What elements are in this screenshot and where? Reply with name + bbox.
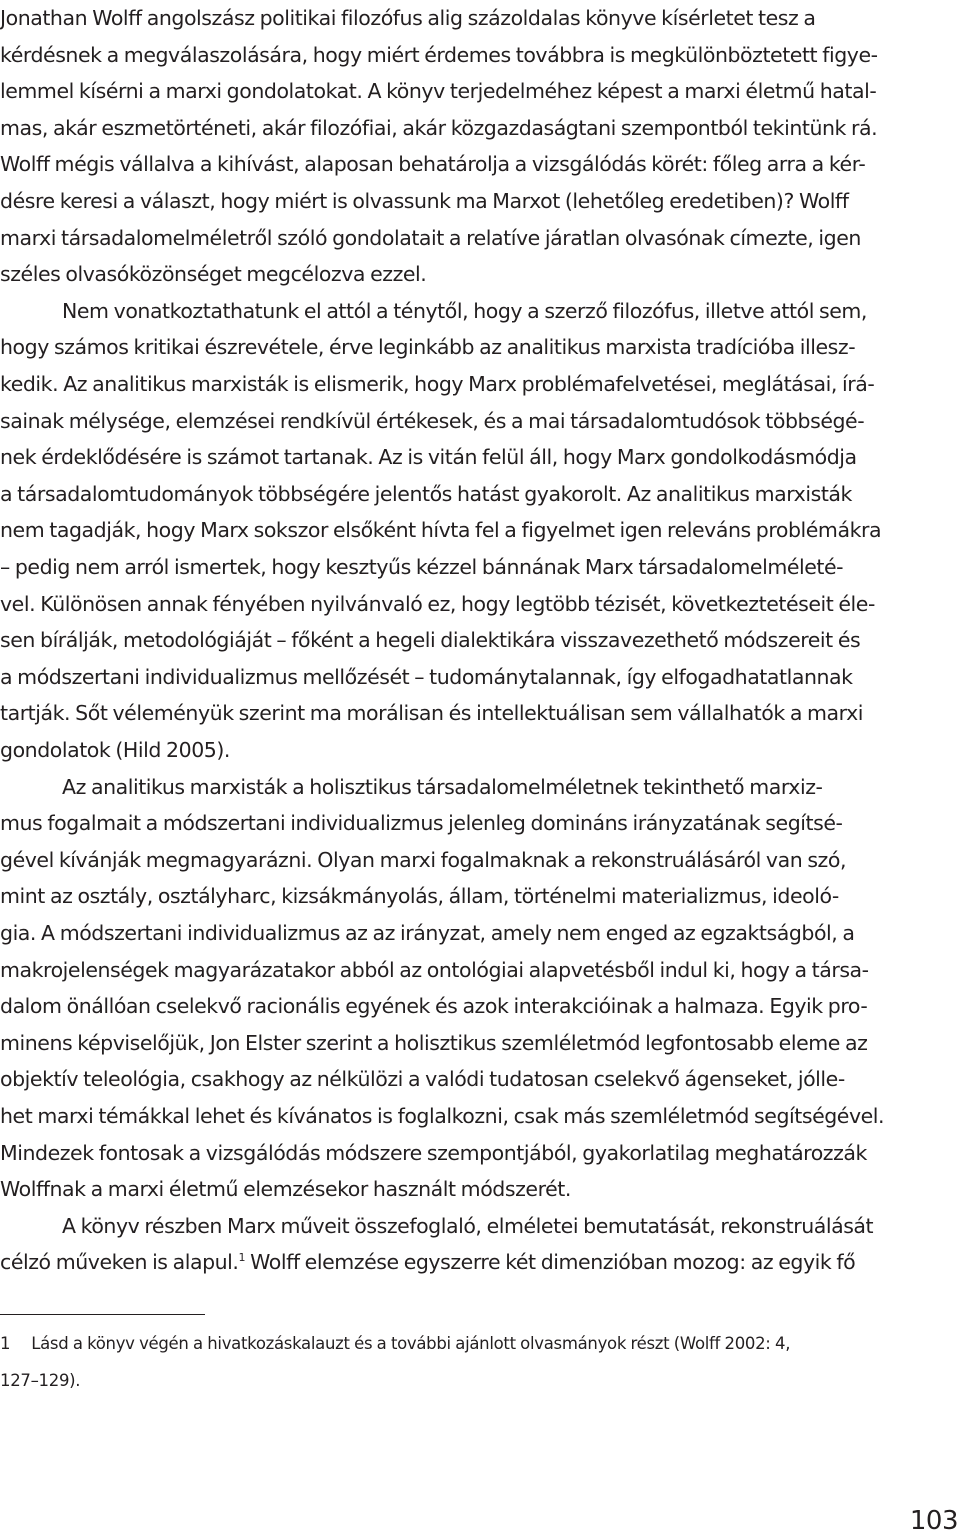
text-line-content: mas, akár eszmetörténeti, akár filozófiai, akár közgazdaságtani szempontból tekintünk rá. <box>0 115 878 140</box>
footnote-text-continued: 127–129). <box>0 1371 81 1390</box>
text-line <box>0 329 960 365</box>
text-line-content: lemmel kísérni a marxi gondolatokat. A könyv terjedelméhez képest a marxi életmű hatal- <box>0 79 877 104</box>
text-line-content: széles olvasóközönséget megcélozva ezzel. <box>0 262 427 287</box>
footnote-line-2 <box>0 1367 960 1395</box>
footnote-line-1 <box>0 1330 960 1358</box>
text-line <box>0 769 960 805</box>
text-line <box>0 366 960 402</box>
text-line <box>0 1208 960 1244</box>
text-line-content: het marxi témákkal lehet és kívánatos is foglalkozni, csak más szemléletmód segítségével. <box>0 1104 885 1128</box>
text-line-content: désre keresi a választ, hogy miért is olvassunk ma Marxot (lehetőleg eredetiben)? Wolff <box>0 189 849 213</box>
footnote-reference: 1 <box>238 1251 246 1265</box>
text-line <box>0 512 960 548</box>
text-line <box>0 0 960 36</box>
text-line <box>0 622 960 658</box>
text-line-content: hogy számos kritikai észrevétele, érve leginkább az analitikus marxista tradícióba illesz- <box>0 335 856 360</box>
text-line <box>0 439 960 475</box>
page-number: 103 <box>909 1506 958 1536</box>
text-line <box>0 110 960 146</box>
text-line <box>0 403 960 439</box>
text-line <box>0 1098 960 1134</box>
text-line <box>0 988 960 1024</box>
text-line <box>0 476 960 512</box>
text-line-content: gével kívánják megmagyarázni. Olyan marxi fogalmaknak a rekonstruálásáról van szó, <box>0 847 847 872</box>
text-line-content: Jonathan Wolff angolszász politikai filozófus alig százoldalas könyve kísérletet tesz a <box>0 6 816 30</box>
text-line <box>0 1244 960 1280</box>
footnote-separator <box>0 1314 205 1315</box>
text-line-content: Wolffnak a marxi életmű elemzésekor használt módszerét. <box>0 1177 571 1202</box>
text-line-content: Az analitikus marxisták a holisztikus társadalomelméletnek tekinthető marxiz- <box>62 774 823 799</box>
text-line-content: sen bírálják, metodológiáját – főként a hegeli dialektikára visszavezethető módszereit és <box>0 628 861 653</box>
text-line-content: dalom önállóan cselekvő racionális egyének és azok interakcióinak a halmaza. Egyik pro- <box>0 994 868 1019</box>
text-line <box>0 549 960 585</box>
text-line-content: objektív teleológia, csakhogy az nélkülözi a valódi tudatosan cselekvő ágenseket, jólle- <box>0 1067 845 1092</box>
text-line <box>0 915 960 951</box>
text-line-content: gondolatok (Hild 2005). <box>0 738 230 762</box>
text-line <box>0 732 960 768</box>
text-line-content: Mindezek fontosak a vizsgálódás módszere szempontjából, gyakorlatilag meghatározzák <box>0 1140 867 1165</box>
text-line-content: célzó műveken is alapul. <box>0 1250 239 1275</box>
text-line <box>0 1025 960 1061</box>
text-line-content: kérdésnek a megválaszolására, hogy miért érdemes továbbra is megkülönböztetett figye- <box>0 42 878 67</box>
text-line-content: a társadalomtudományok többségére jelentős hatást gyakorolt. Az analitikus marxisták <box>0 481 852 506</box>
text-line <box>0 37 960 73</box>
text-line <box>0 220 960 256</box>
text-line-content: Nem vonatkoztathatunk el attól a ténytől, hogy a szerző filozófus, illetve attól sem, <box>62 298 867 323</box>
text-line-content: vel. Különösen annak fényében nyilvánvaló ez, hogy legtöbb tézisét, következtetéseit éle- <box>0 591 875 616</box>
text-line <box>0 1135 960 1171</box>
text-line <box>0 842 960 878</box>
text-line <box>0 183 960 219</box>
text-line <box>0 805 960 841</box>
text-line-content-continued: Wolff elemzése egyszerre két dimenzióban mozog: az egyik fő <box>245 1250 856 1275</box>
text-line-content: – pedig nem arról ismertek, hogy kesztyűs kézzel bánnának Marx társadalomelméleté- <box>0 555 844 579</box>
text-line <box>0 146 960 182</box>
text-line-content: marxi társadalomelméletről szóló gondolatait a relatíve járatlan olvasónak címezte, igen <box>0 225 861 250</box>
text-line <box>0 1061 960 1097</box>
text-line <box>0 659 960 695</box>
text-line-content: Wolff mégis vállalva a kihívást, alaposan behatárolja a vizsgálódás körét: főleg arra a kér- <box>0 152 866 177</box>
text-line-content: a módszertani individualizmus mellőzését – tudománytalannak, így elfogadhatatlannak <box>0 664 853 689</box>
text-line-content: minens képviselőjük, Jon Elster szerint a holisztikus szemléletmód legfontosabb eleme az <box>0 1030 868 1055</box>
text-line <box>0 293 960 329</box>
text-line <box>0 952 960 988</box>
footnote-number: 1 <box>0 1334 11 1353</box>
text-line <box>0 586 960 622</box>
text-line-content: kedik. Az analitikus marxisták is elismerik, hogy Marx problémafelvetései, meglátásai, írá- <box>0 372 875 396</box>
text-line-content: nek érdeklődésére is számot tartanak. Az is vitán felül áll, hogy Marx gondolkodásmódja <box>0 445 857 470</box>
text-line-content: A könyv részben Marx műveit összefoglaló, elméletei bemutatását, rekonstruálását <box>62 1213 874 1238</box>
text-line <box>0 695 960 731</box>
text-line-content: gia. A módszertani individualizmus az az irányzat, amely nem enged az egzaktságból, a <box>0 921 855 945</box>
text-line <box>0 1171 960 1207</box>
text-line <box>0 878 960 914</box>
text-line-content: sainak mélysége, elemzései rendkívül értékesek, és a mai társadalomtudósok többségé- <box>0 408 865 433</box>
text-line <box>0 256 960 292</box>
text-line-content: makrojelenségek magyarázatakor abból az ontológiai alapvetésből indul ki, hogy a társa- <box>0 957 869 982</box>
text-line-content: mint az osztály, osztályharc, kizsákmányolás, állam, történelmi materializmus, ideoló- <box>0 884 839 909</box>
text-line-content: tartják. Sőt véleményük szerint ma morálisan és intellektuálisan sem vállalhatók a marxi <box>0 701 864 726</box>
text-line-content: mus fogalmait a módszertani individualizmus jelenleg domináns irányzatának segítsé- <box>0 811 843 836</box>
text-line <box>0 73 960 109</box>
text-line-content: nem tagadják, hogy Marx sokszor elsőként hívta fel a figyelmet igen releváns problémákra <box>0 518 882 543</box>
footnote-text: Lásd a könyv végén a hivatkozáskalauzt és a további ajánlott olvasmányok részt (Wolff 2002: 4, <box>31 1334 791 1353</box>
